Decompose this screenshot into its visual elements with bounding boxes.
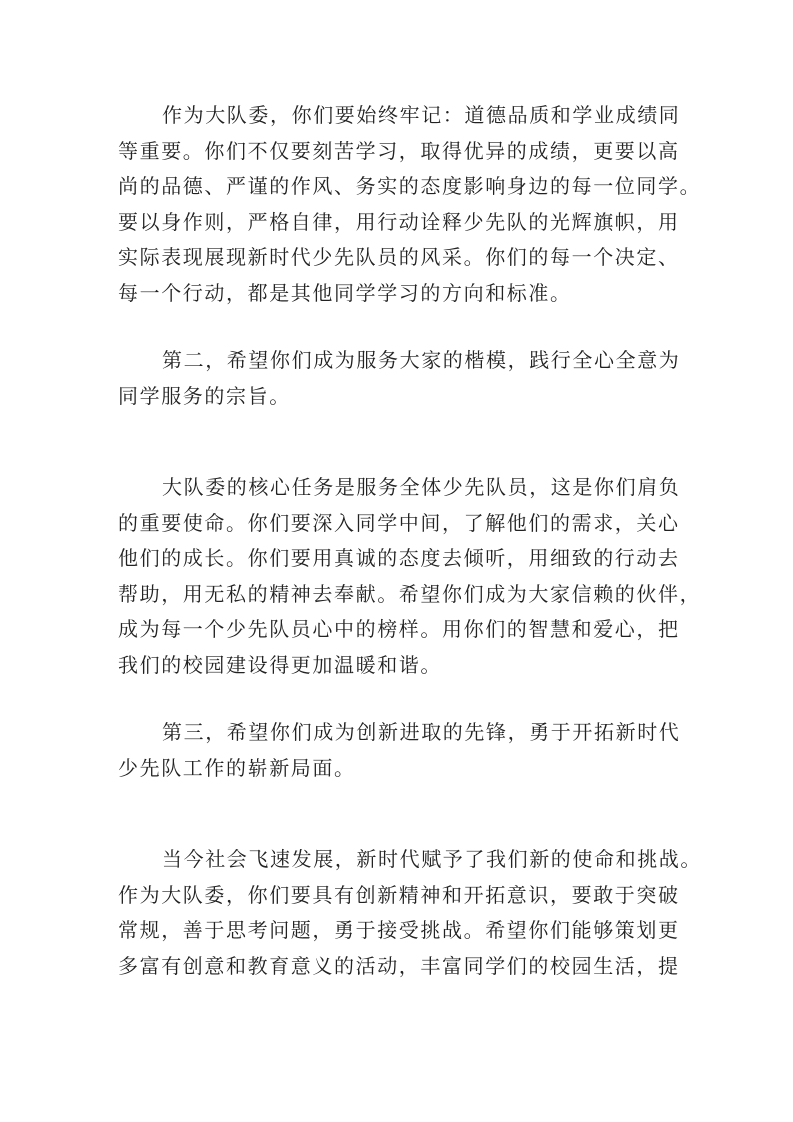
text-line: 当今社会飞速发展，新时代赋予了我们新的使命和挑战。	[162, 847, 702, 871]
text-line: 等重要。你们不仅要刻苦学习，取得优异的成绩，更要以高	[118, 138, 680, 163]
text-line: 他们的成长。你们要用真诚的态度去倾听，用细致的行动去	[118, 546, 680, 570]
text-line: 每一个行动，都是其他同学学习的方向和标准。	[118, 280, 572, 305]
text-line: 的重要使命。你们要深入同学中间，了解他们的需求，关心	[118, 510, 680, 535]
text-line: 少先队工作的崭新局面。	[118, 755, 356, 780]
text-line: 帮助，用无私的精神去奉献。希望你们成为大家信赖的伙伴，	[118, 581, 702, 606]
text-line: 多富有创意和教育意义的活动，丰富同学们的校园生活，提	[118, 953, 680, 978]
text-line: 作为大队委，你们要具有创新精神和开拓意识，要敢于突破	[118, 882, 680, 907]
text-line: 实际表现展现新时代少先队员的风采。你们的每一个决定、	[118, 245, 680, 269]
text-line: 第二，希望你们成为服务大家的楷模，践行全心全意为	[162, 348, 681, 372]
text-line: 我们的校园建设得更加温暖和谐。	[118, 652, 442, 677]
text-line: 大队委的核心任务是服务全体少先队员，这是你们肩负	[162, 475, 681, 499]
text-line: 第三，希望你们成为创新进取的先锋，勇于开拓新时代	[162, 720, 681, 744]
text-line: 尚的品德、严谨的作风、务实的态度影响身边的每一位同学。	[118, 174, 702, 198]
paragraph-3	[118, 470, 702, 683]
paragraph-5	[118, 842, 702, 984]
text-line: 要以身作则，严格自律，用行动诠释少先队的光辉旗帜，用	[118, 209, 680, 234]
paragraph-1	[118, 98, 702, 311]
paragraph-2	[118, 343, 698, 414]
text-line: 常规，善于思考问题，勇于接受挑战。希望你们能够策划更	[118, 918, 680, 942]
text-line: 成为每一个少先队员心中的榜样。用你们的智慧和爱心，把	[118, 617, 680, 641]
text-line: 同学服务的宗旨。	[118, 383, 291, 408]
text-line: 作为大队委，你们要始终牢记：道德品质和学业成绩同	[162, 103, 681, 127]
paragraph-4	[118, 715, 698, 786]
